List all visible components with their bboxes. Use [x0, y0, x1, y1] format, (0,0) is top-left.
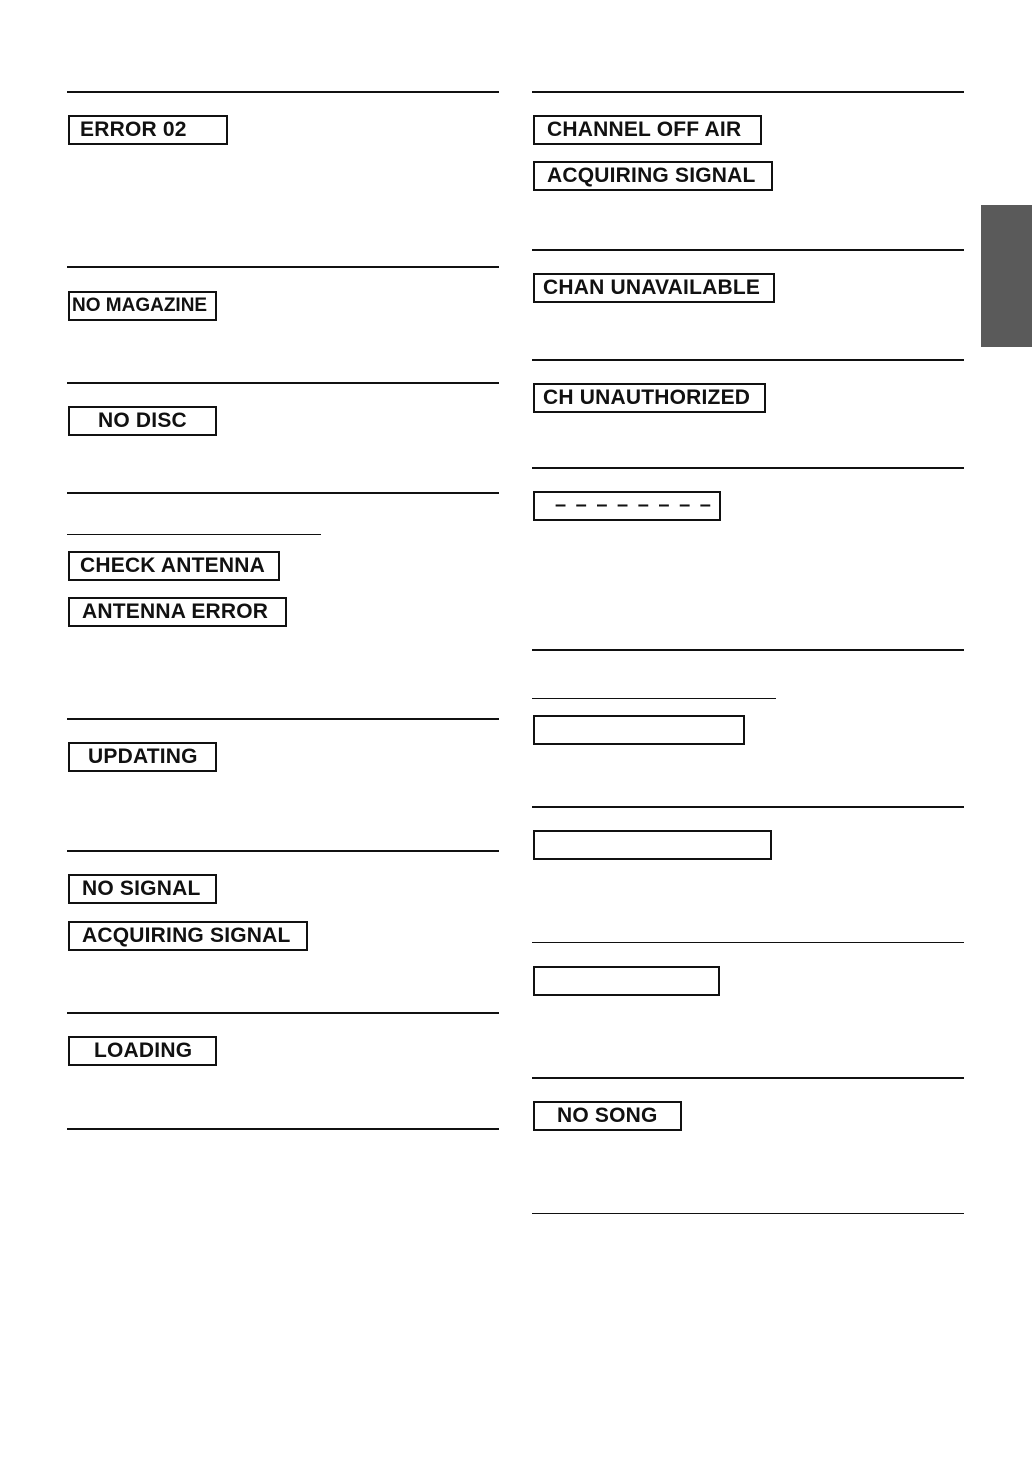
- display-no-song: NO SONG: [533, 1101, 682, 1131]
- divider: [67, 850, 499, 852]
- display-no-magazine: NO MAGAZINE: [68, 291, 217, 321]
- divider: [532, 1077, 964, 1079]
- display-error-02: ERROR 02: [68, 115, 228, 145]
- display-chan-unavailable: CHAN UNAVAILABLE: [533, 273, 775, 303]
- display-blank-3: [533, 966, 720, 996]
- divider: [67, 382, 499, 384]
- display-loading: LOADING: [68, 1036, 217, 1066]
- divider: [67, 91, 499, 93]
- divider: [67, 1128, 499, 1130]
- divider: [532, 649, 964, 651]
- divider: [532, 942, 964, 943]
- display-updating: UPDATING: [68, 742, 217, 772]
- divider: [532, 467, 964, 469]
- divider: [532, 806, 964, 808]
- divider: [67, 718, 499, 720]
- display-ch-unauthorized: CH UNAUTHORIZED: [533, 383, 766, 413]
- display-acquiring-signal: ACQUIRING SIGNAL: [68, 921, 308, 951]
- divider: [532, 249, 964, 251]
- display-blank-2: [533, 830, 772, 860]
- display-antenna-error: ANTENNA ERROR: [68, 597, 287, 627]
- subheading-underline: [67, 534, 321, 535]
- section-tab: [981, 205, 1032, 347]
- display-no-signal: NO SIGNAL: [68, 874, 217, 904]
- subheading-underline: [532, 698, 776, 699]
- divider: [532, 1213, 964, 1214]
- divider: [67, 266, 499, 268]
- display-blank-1: [533, 715, 745, 745]
- display-check-antenna: CHECK ANTENNA: [68, 551, 280, 581]
- divider: [67, 492, 499, 494]
- display-acquiring-signal-2: ACQUIRING SIGNAL: [533, 161, 773, 191]
- display-no-disc: NO DISC: [68, 406, 217, 436]
- divider: [67, 1012, 499, 1014]
- divider: [532, 359, 964, 361]
- divider: [532, 91, 964, 93]
- display-channel-off-air: CHANNEL OFF AIR: [533, 115, 762, 145]
- display-dashes: – – – – – – – –: [533, 491, 721, 521]
